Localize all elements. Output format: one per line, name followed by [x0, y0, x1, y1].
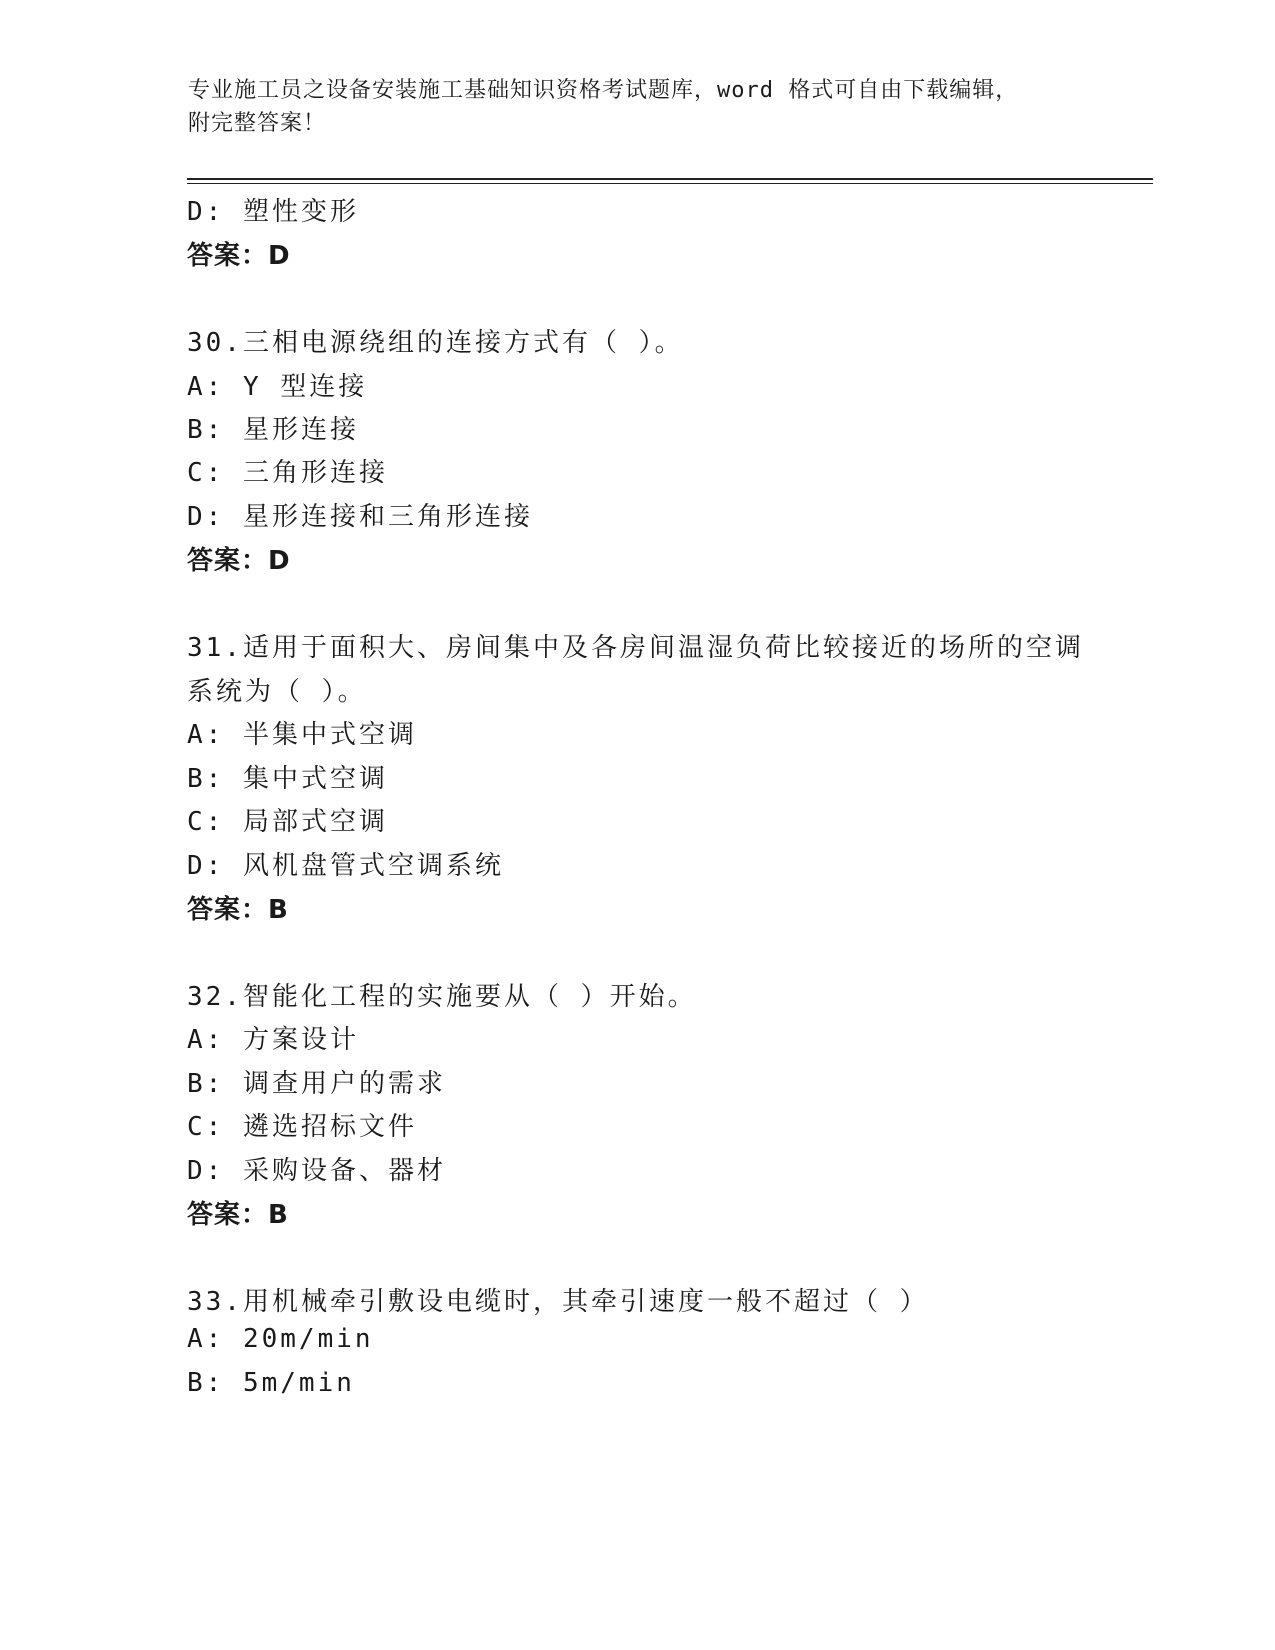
q31-option-b: B: 集中式空调 [187, 764, 388, 794]
q32-option-a: A: 方案设计 [187, 1025, 359, 1055]
q31-stem-line-1: 31.适用于面积大、房间集中及各房间温湿负荷比较接近的场所的空调 [187, 633, 1084, 663]
q30-answer: 答案：D [187, 546, 291, 576]
q33-stem: 33.用机械牵引敷设电缆时，其牵引速度一般不超过（ ） [187, 1287, 929, 1317]
q31-option-a: A: 半集中式空调 [187, 720, 417, 750]
q30-option-c: C: 三角形连接 [187, 458, 388, 488]
q33-option-b: B: 5m/min [187, 1368, 355, 1398]
q31-answer: 答案：B [187, 895, 289, 925]
header-line-2: 附完整答案！ [188, 111, 327, 136]
q30-option-b: B: 星形连接 [187, 415, 359, 445]
q33-option-a: A: 20m/min [187, 1324, 374, 1354]
q32-option-b: B: 调查用户的需求 [187, 1069, 446, 1099]
q29-option-d: D: 塑性变形 [187, 197, 359, 227]
q30-stem: 30.三相电源绕组的连接方式有（ ）。 [187, 328, 684, 358]
q32-answer: 答案：B [187, 1200, 289, 1230]
q29-answer: 答案：D [187, 241, 291, 271]
q32-option-c: C: 遴选招标文件 [187, 1112, 417, 1142]
q32-stem: 32.智能化工程的实施要从（ ）开始。 [187, 982, 697, 1012]
q30-option-a: A: Y 型连接 [187, 372, 368, 402]
header-line-1: 专业施工员之设备安装施工基础知识资格考试题库，word 格式可自由下载编辑， [188, 78, 1019, 103]
q30-option-d: D: 星形连接和三角形连接 [187, 502, 533, 532]
q32-option-d: D: 采购设备、器材 [187, 1156, 446, 1186]
q31-option-d: D: 风机盘管式空调系统 [187, 851, 504, 881]
q31-stem-line-2: 系统为（ ）。 [187, 677, 367, 707]
document-header [188, 74, 1088, 140]
header-divider [187, 178, 1153, 184]
q31-option-c: C: 局部式空调 [187, 807, 388, 837]
